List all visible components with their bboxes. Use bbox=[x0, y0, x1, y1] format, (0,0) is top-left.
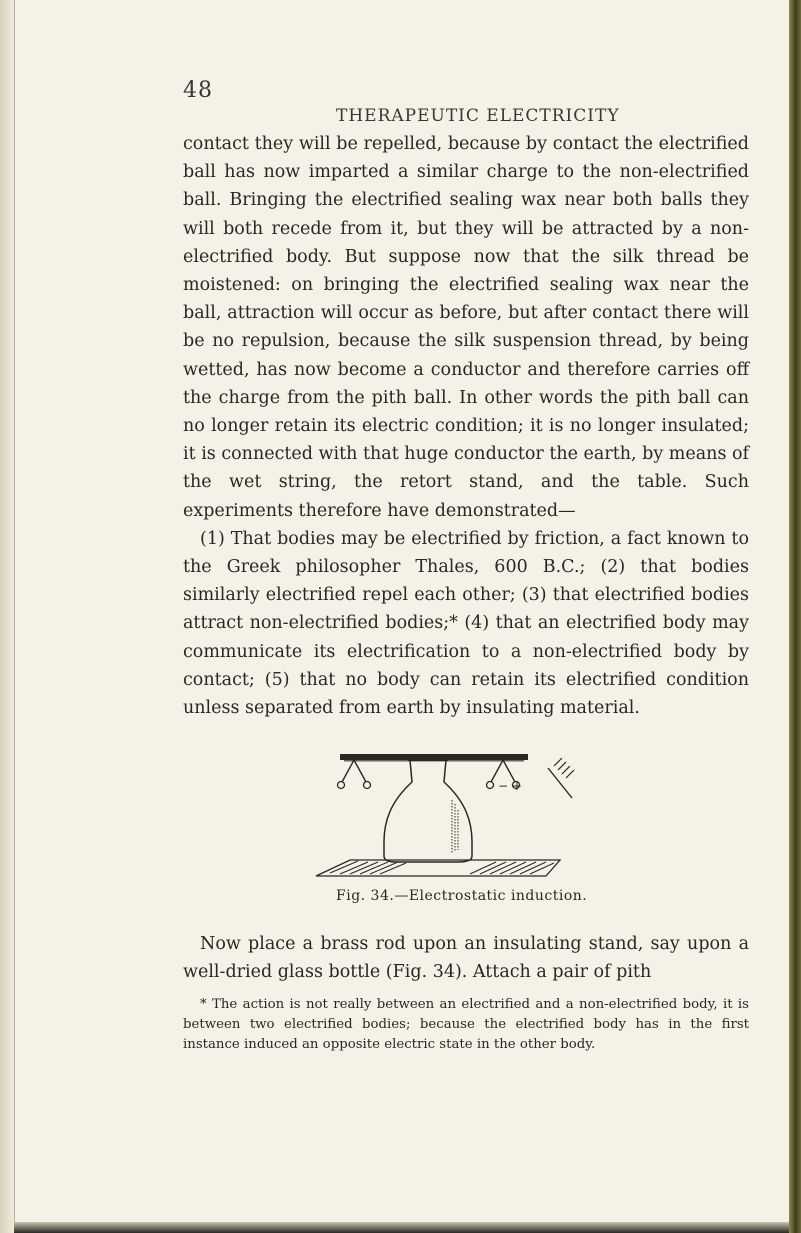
bottle-neck bbox=[408, 756, 448, 761]
electrified-rod bbox=[548, 758, 574, 798]
glass-bottle bbox=[384, 760, 472, 862]
running-head: THERAPEUTIC ELECTRICITY bbox=[336, 106, 620, 126]
footnote-text: * The action is not really between an electrified and a non-electrified body, it is between two electrified bodies; because the electrified body has in the first instance induced an opposite electric state in the other body. bbox=[183, 997, 749, 1052]
post-figure-text bbox=[183, 930, 749, 986]
paragraph-3: Now place a brass rod upon an insulating stand, say upon a well-dried glass bottle (Fig. 34). Attach a pair of pith bbox=[183, 934, 749, 983]
charge-signs: − + bbox=[498, 779, 522, 793]
page-number: 48 bbox=[183, 78, 213, 103]
page-left-edge bbox=[0, 0, 15, 1233]
paragraph-1: contact they will be repelled, because by contact the electrified ball has now imparted a similar charge to the non-electrified ball. Bringing the electrified sealing wax near both balls they will both recede from it, but they will be attracted by a non-electrified body. But suppose now that the silk thread be moistened: on bringing the electrified sealing wax near the ball, attraction will occur as before, but after contact there will be no repulsion, because the silk suspension thread, by being wetted, has now become a conductor and therefore carries off the charge from the pith ball. In other words the pith ball can no longer retain its electric condition; it is no longer insulated; it is connected with that huge conductor the earth, by means of the wet string, the retort stand, and the table. Such experiments therefore have demonstrated— bbox=[183, 134, 750, 521]
bottle-hatching bbox=[452, 800, 458, 854]
left-pith-ball-2 bbox=[364, 782, 371, 789]
body-text bbox=[183, 130, 749, 722]
book-spine-edge bbox=[789, 0, 801, 1233]
paragraph-2: (1) That bodies may be electrified by friction, a fact known to the Greek philosopher Thales, 600 B.C.; (2) that bodies similarly electrified repel each other; (3) that electrified bodies attract non-electrified bodies;* (4) that an electrified body may communicate its electrification to a non-electrified body by contact; (5) that no body can retain its electrified condition unless separated from earth by insulating material. bbox=[183, 528, 749, 719]
figure-caption: Fig. 34.—Electrostatic induction. bbox=[336, 888, 588, 904]
left-thread-b bbox=[354, 760, 366, 782]
footnote bbox=[183, 995, 749, 1055]
page-bottom-edge bbox=[14, 1222, 789, 1233]
right-pith-ball-1 bbox=[487, 782, 494, 789]
figure-illustration bbox=[310, 752, 610, 882]
figure-34-electrostatic-induction bbox=[310, 752, 610, 882]
left-thread-a bbox=[342, 760, 354, 782]
left-pith-ball-1 bbox=[338, 782, 345, 789]
